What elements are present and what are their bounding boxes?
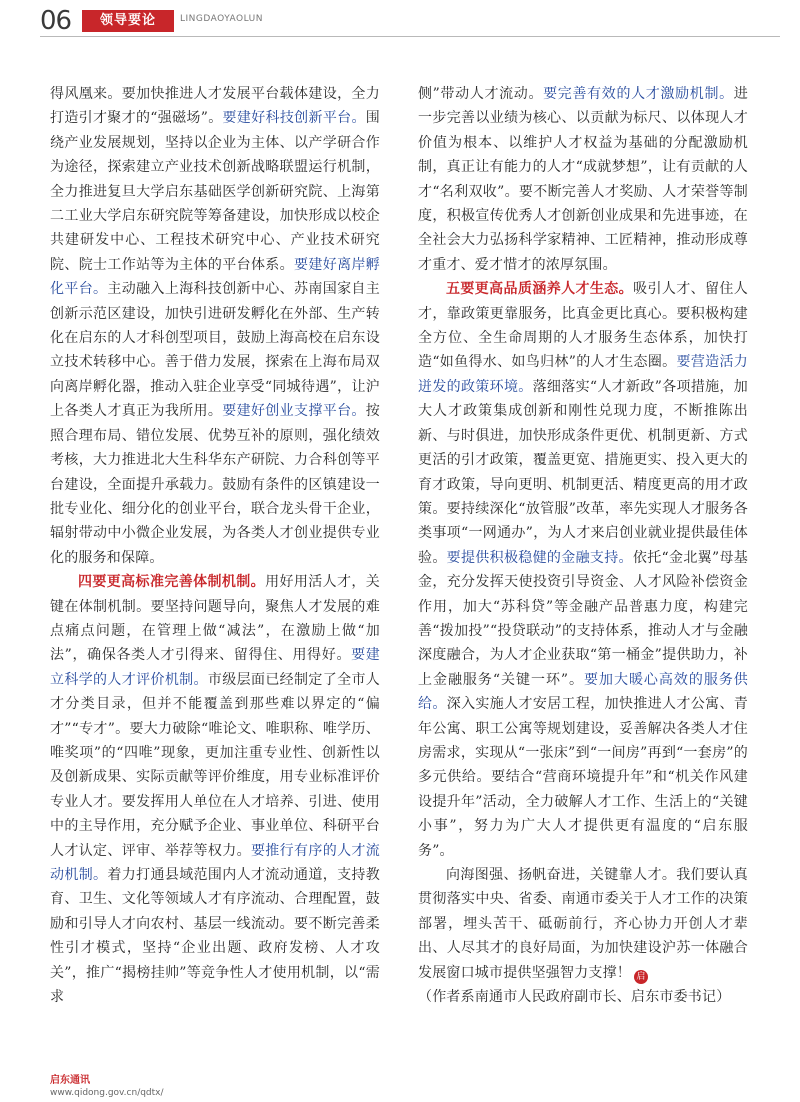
- paragraph: [50, 82, 380, 570]
- page-number: 06: [40, 6, 72, 36]
- highlight-phrase: 要营造活力迸发的政策环境。: [418, 354, 748, 395]
- body-text: 进一步完善以业绩为核心、以贡献为标尺、以体现人才价值为根本、以维护人才权益为基础的分配激励机制，真正让有能力的人才“成就梦想”，让有贡献的人才“名利双收”。要不断完善人才奖励、人才荣誉等制度，积极宣传优秀人才创新创业成果和先进事迹，在全社会大力弘扬科学家精神、工匠精神，推动形成尊才重才、爱才惜才的浓厚氛围。: [418, 86, 748, 273]
- end-seal-icon: 启: [634, 970, 648, 984]
- highlight-phrase: 要建好创业支撑平台。: [222, 403, 366, 420]
- highlight-phrase: 要推行有序的人才流动机制。: [50, 842, 380, 883]
- body-text: 着力打通县域范围内人才流动通道，支持教育、卫生、文化等领域人才有序流动、合理配置，鼓励和引导人才向农村、基层一线流动。要不断完善柔性引才模式，坚持“企业出题、政府发榜、人才攻关”，推广“揭榜挂帅”等竞争性人才使用机制，以“需求: [50, 867, 380, 1006]
- section-heading: 四要更高标准完善体制机制。: [78, 574, 266, 591]
- left-column: [50, 82, 380, 1009]
- header-divider: [40, 36, 780, 37]
- body-text: 吸引人才、留住人才，靠政策更靠服务，比真金更比真心。要积极构建全方位、全生命周期的人才服务生态体系，加快打造“如鱼得水、如鸟归林”的人才生态圈。: [418, 281, 748, 371]
- highlight-phrase: 要完善有效的人才激励机制。: [543, 86, 734, 102]
- footer-url[interactable]: www.qidong.gov.cn/qdtx/: [50, 1088, 164, 1098]
- highlight-phrase: 要提供积极稳健的金融支持。: [446, 549, 633, 566]
- body-text: 向海图强、扬帆奋进，关键靠人才。我们要认真贯彻落实中央、省委、南通市委关于人才工作的决策部署，埋头苦干、砥砺前行，齐心协力开创人才辈出、人尽其才的良好局面，为加快建设沪苏一体融合发展窗口城市提供坚强智力支撑！: [418, 867, 748, 981]
- page-header: [40, 6, 780, 36]
- body-text: 得风凰来。要加快推进人才发展平台载体建设，全力打造引才聚才的“强磁场”。: [50, 86, 380, 127]
- body-text: 深入实施人才安居工程，加快推进人才公寓、青年公寓、职工公寓等规划建设，妥善解决各类人才住房需求，实现从“一张床”到“一间房”再到“一套房”的多元供给。要结合“营商环境提升年”和“机关作风建设提升年”活动，全力破解人才工作、生活上的“关键小事”，努力为广大人才提供更有温度的“启东服务”。: [418, 696, 748, 859]
- body-text: 市级层面已经制定了全市人才分类目录，但并不能覆盖到那些难以界定的“偏才”“专才”。要大力破除“唯论文、唯职称、唯学历、唯奖项”的“四唯”现象，更加注重专业性、创新性以及创新成果、实际贡献等评价维度，用专业标准评价专业人才。要发挥用人单位在人才培养、引进、使用中的主导作用，充分赋予企业、事业单位、科研平台人才认定、评审、举荐等权力。: [50, 671, 381, 859]
- highlight-phrase: 要建好科技创新平台。: [222, 110, 366, 127]
- page-footer: [50, 1075, 164, 1099]
- highlight-phrase: 要建好离岸孵化平台。: [50, 256, 381, 298]
- body-text: 依托“金北翼”母基金，充分发挥天使投资引导资金、人才风险补偿资金作用，加大“苏科贷”等金融产品普惠力度，构建完善“拨加投”“投贷联动”的支持体系，推动人才与金融深度融合，为人才企业获取“第一桶金”提供助力，补上金融服务“关键一环”。: [418, 549, 748, 688]
- body-text: 落细落实“人才新政”各项措施，加大人才政策集成创新和刚性兑现力度，不断推陈出新、与时俱进，加快形成条件更优、机制更新、方式更活的引才政策，覆盖更宽、措施更实、投入更大的育才政策，导向更明、机制更活、精度更高的用才政策。要持续深化“放管服”改革，率先实现人才服务各类事项“一网通办”，为人才来启创业就业提供最佳体验。: [418, 378, 748, 566]
- body-text: 围绕产业发展规划，坚持以企业为主体、以产学研合作为途径，探索建立产业技术创新战略联盟运行机制，全力推进复旦大学启东基础医学创新研究院、上海第二工业大学启东研究院等筹备建设，加快形成以校企共建研发中心、工程技术研究中心、产业技术研究院、院士工作站等为主体的平台体系。: [50, 110, 380, 273]
- column-title-en: LINGDAOYAOLUN: [180, 14, 264, 24]
- highlight-phrase: 要建立科学的人才评价机制。: [50, 647, 380, 688]
- paragraph: [50, 570, 380, 1009]
- paragraph: [418, 82, 748, 277]
- paragraph: [418, 863, 748, 985]
- right-column: [418, 82, 748, 1009]
- author-note: （作者系南通市人民政府副市长、启东市委书记）: [418, 989, 731, 1006]
- highlight-phrase: 要加大暖心高效的服务供给。: [418, 671, 748, 713]
- body-text: 按照合理布局、错位发展、优势互补的原则，强化绩效考核，大力推进北大生科华东产研院、力合科创等平台建设，全面提升承载力。鼓励有条件的区镇建设一批专业化、细分化的创业平台，联合龙头骨干企业，辐射带动中小微企业发展，为各类人才创业提供专业化的服务和保障。: [50, 403, 380, 566]
- footer-brand: 启东通讯: [50, 1075, 90, 1086]
- paragraph: [418, 277, 748, 863]
- section-heading: 五要更高品质涵养人才生态。: [446, 281, 634, 298]
- body-text: 侧”带动人才流动。: [418, 86, 544, 102]
- column-title: 领导要论: [82, 10, 174, 32]
- body-text: 主动融入上海科技创新中心、苏南国家自主创新示范区建设，加快引进研发孵化在外部、生产转化在启东的人才科创型项目，鼓励上海高校在启东设立技术转移中心。善于借力发展，探索在上海布局双向离岸孵化器，推动入驻企业享受“同城待遇”，让沪上各类人才真正为我所用。: [50, 281, 380, 420]
- body-text: 用好用活人才，关键在体制机制。要坚持问题导向，聚焦人才发展的难点痛点问题，在管理上做“减法”，在激励上做“加法”，确保各类人才引得来、留得住、用得好。: [50, 574, 380, 664]
